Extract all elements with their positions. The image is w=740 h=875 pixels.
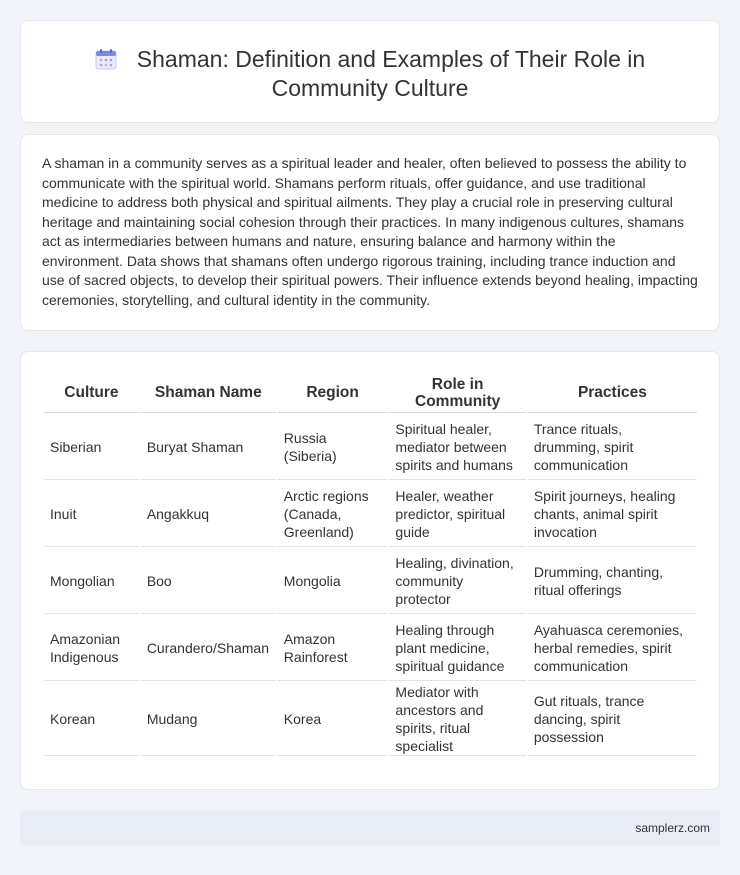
cell-shaman-name: Mudang	[141, 683, 276, 756]
cell-culture: Mongolian	[44, 549, 139, 614]
title-card	[20, 20, 720, 123]
table-row	[44, 549, 697, 614]
cell-practices: Trance rituals, drumming, spirit communication	[528, 415, 697, 480]
header-practices: Practices	[528, 373, 697, 413]
table-row	[44, 683, 697, 756]
cell-region: Amazon Rainforest	[278, 616, 388, 681]
cell-role: Healing through plant medicine, spiritual guidance	[389, 616, 525, 681]
cell-culture: Inuit	[44, 482, 139, 547]
cell-region: Korea	[278, 683, 388, 756]
title-text: Shaman: Definition and Examples of Their Role in Community Culture	[136, 46, 646, 101]
cell-role: Healer, weather predictor, spiritual guide	[389, 482, 525, 547]
table-card	[20, 351, 720, 790]
cell-practices: Drumming, chanting, ritual offerings	[528, 549, 697, 614]
table-row	[44, 415, 697, 480]
cell-shaman-name: Boo	[141, 549, 276, 614]
cell-role: Spiritual healer, mediator between spirits and humans	[389, 415, 525, 480]
header-shaman-name: Shaman Name	[141, 373, 276, 413]
cell-role: Mediator with ancestors and spirits, ritual specialist	[389, 683, 525, 756]
cell-culture: Amazonian Indigenous	[44, 616, 139, 681]
cell-practices: Ayahuasca ceremonies, herbal remedies, spirit communication	[528, 616, 697, 681]
cell-practices: Spirit journeys, healing chants, animal spirit invocation	[528, 482, 697, 547]
shaman-table	[42, 371, 699, 758]
cell-culture: Siberian	[44, 415, 139, 480]
footer-site-link[interactable]: samplerz.com	[635, 821, 710, 835]
description-card	[20, 134, 720, 331]
header-role: Role in Community	[389, 373, 525, 413]
cell-culture: Korean	[44, 683, 139, 756]
cell-role: Healing, divination, community protector	[389, 549, 525, 614]
cell-region: Russia (Siberia)	[278, 415, 388, 480]
page-title	[61, 45, 679, 103]
cell-shaman-name: Curandero/Shaman	[141, 616, 276, 681]
cell-region: Arctic regions (Canada, Greenland)	[278, 482, 388, 547]
header-region: Region	[278, 373, 388, 413]
cell-shaman-name: Angakkuq	[141, 482, 276, 547]
table-header-row	[44, 373, 697, 413]
cell-region: Mongolia	[278, 549, 388, 614]
footer	[20, 811, 720, 845]
table-row	[44, 616, 697, 681]
description-text: A shaman in a community serves as a spiritual leader and healer, often believed to possess the ability to communicate with the spiritual world. Shamans perform rituals, offer guidance, and use traditional medicine to address both physical and spiritual ailments. They play a crucial role in preserving cultural heritage and maintaining social cohesion through their practices. In many indigenous cultures, shamans act as intermediaries between humans and nature, ensuring balance and harmony within the environment. Data shows that shamans often undergo rigorous training, including trance induction and use of sacred objects, to develop their spiritual powers. Their influence extends beyond healing, impacting ceremonies, storytelling, and cultural identity in the community.	[42, 155, 698, 308]
cell-practices: Gut rituals, trance dancing, spirit possession	[528, 683, 697, 756]
cell-shaman-name: Buryat Shaman	[141, 415, 276, 480]
header-culture: Culture	[44, 373, 139, 413]
calendar-icon	[95, 48, 117, 70]
table-row	[44, 482, 697, 547]
